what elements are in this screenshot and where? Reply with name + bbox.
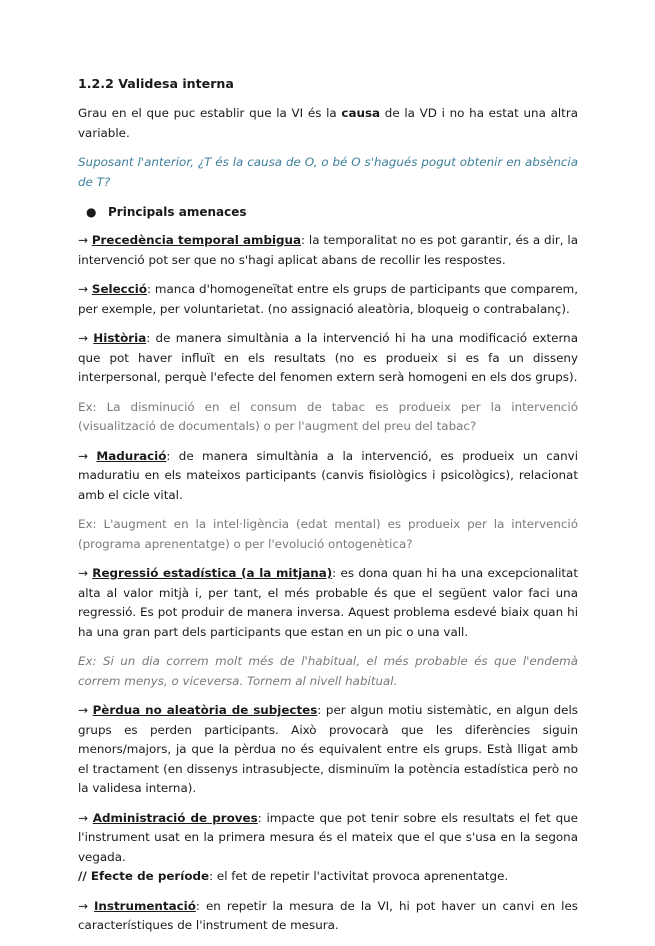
section-heading: 1.2.2 Validesa interna (78, 76, 234, 91)
example-regressio: Ex: Si un dia correm molt més de l'habitual, el més probable és que l'endemà correm menys, o viceversa. Tornem al nivell habitual. (78, 654, 578, 688)
threat-text: : manca d'homogeneïtat entre els grups de participants que comparem, per exemple, per voluntarietat. (no assignació aleatòria, bloqueig o contrabalanç). (78, 282, 578, 316)
intro-text: Grau en el que puc establir que la VI és la (78, 106, 342, 120)
threat-seleccio (78, 280, 578, 319)
arrow-icon: → (78, 448, 97, 463)
example-maduracio: Ex: L'augment en la intel·ligència (edat mental) es produeix per la intervenció (programa aprenentatge) o per l'evolució ontogenètica? (78, 517, 578, 551)
threat-regressio (78, 564, 578, 642)
threat-title: Regressió estadística (a la mitjana) (92, 566, 333, 580)
threat-title: Selecció (91, 282, 147, 296)
threat-perdua (78, 701, 578, 799)
arrow-icon: → (78, 233, 92, 247)
intro-bold: causa (341, 106, 381, 120)
threat-title: Administració de proves (92, 810, 258, 825)
threat-subtitle: Efecte de període (90, 869, 210, 883)
double-slash: // (78, 869, 91, 883)
threat-title: Pèrdua no aleatòria de subjectes (92, 703, 318, 717)
arrow-icon: → (78, 703, 93, 717)
question-paragraph: Suposant l'anterior, ¿T és la causa de O, o bé O s'hagués pogut obtenir en absència de T? (78, 155, 578, 189)
threat-text: : de manera simultània a la intervenció hi ha una modificació externa que pot haver influït en els resultats (no es produeix si es fa un disseny interpersonal, perquè l'efecte del fenomen extern serà homogeni en els dos grups). (78, 331, 578, 384)
threat-efecte-periode (78, 867, 578, 887)
arrow-icon: → (78, 331, 94, 345)
threat-text: : la temporalitat no es pot garantir, és a dir, la intervenció pot ser que no s'hagi aplicat abans de recollir les respostes. (78, 233, 579, 267)
threat-title: Maduració (96, 448, 167, 463)
threat-administracio (78, 809, 578, 868)
example-historia: Ex: La disminució en el consum de tabac es produeix per la intervenció (visualització de documentals) o per l'augment del preu del tabac? (78, 399, 578, 433)
threat-text: : en repetir la mesura de la VI, hi pot haver un canvi en les característiques de l'instrument de mesura. (78, 898, 578, 932)
threat-text: : es dona quan hi ha una excepcionalitat alta al valor mitjà i, per tant, el més probable és que el següent valor faci una regressió. Es pot produir de manera inversa. Aquest problema esdevé biaix quan hi ha una gran part dels participants que estan en un pic o una vall. (78, 566, 579, 639)
threat-text: : per algun motiu sistemàtic, en algun dels grups es perden participants. Això provocarà que les diferències siguin menors/majors, ja que la pèrdua no és equivalent entre els grups. Està lligat amb el tractament (en dissenys intrasubjecte, disminuïm la potència estadística però no la validesa interna). (78, 703, 578, 795)
threat-title: Instrumentació (94, 898, 196, 913)
bullet-dot-icon: ● (86, 205, 97, 219)
threat-text: : el fet de repetir l'activitat provoca aprenentatge. (209, 869, 509, 883)
bullet-heading (86, 202, 578, 222)
threat-maduracio (78, 447, 578, 506)
intro-paragraph (78, 104, 578, 143)
document-page (78, 74, 578, 946)
arrow-icon: → (78, 566, 93, 580)
arrow-icon: → (78, 898, 94, 913)
arrow-icon: → (78, 282, 92, 296)
arrow-icon: → (78, 810, 93, 825)
threat-text: : impacte que pot tenir sobre els resultats el fet que l'instrument usat en la primera mesura és el mateix que el que s'usa en la segona vegada. (78, 810, 579, 864)
threat-title: Història (93, 331, 147, 345)
threat-precedencia (78, 231, 578, 270)
threat-title: Precedència temporal ambigua (91, 233, 302, 247)
intro-text-end: de la VD i no ha estat una altra variable. (78, 106, 579, 140)
threat-historia (78, 329, 578, 388)
threat-text: : de manera simultània a la intervenció, es produeix un canvi maduratiu en els mateixos participants (canvis fisiològics i psicològics), relacionat amb el cicle vital. (78, 448, 578, 502)
threat-instrumentacio (78, 897, 578, 936)
bullet-label: Principals amenaces (108, 205, 247, 219)
